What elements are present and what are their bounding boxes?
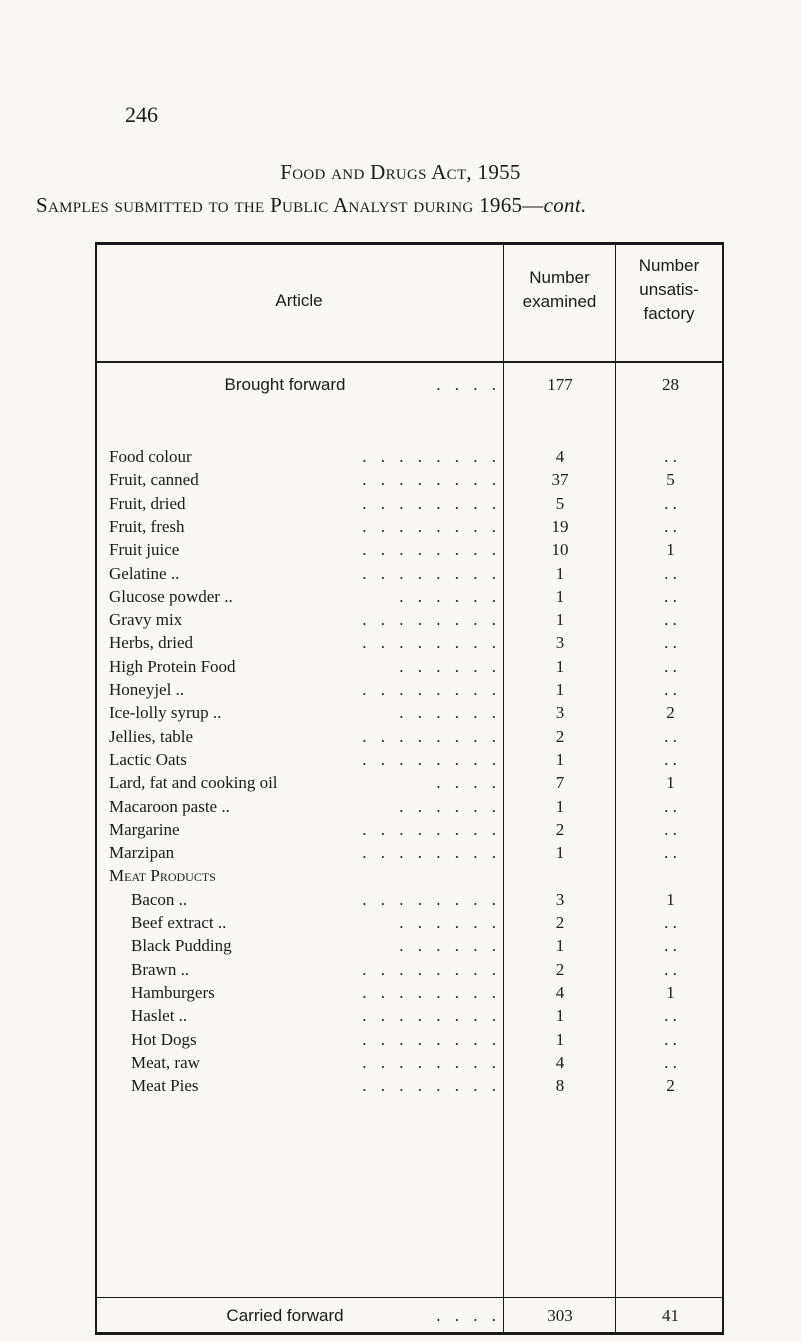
unsatisfactory-cell: . . bbox=[664, 819, 677, 839]
examined-cell: 4 bbox=[555, 1052, 565, 1072]
table-row bbox=[95, 492, 724, 515]
examined-cell: 4 bbox=[555, 447, 565, 466]
article-cell: Lactic Oats bbox=[109, 749, 187, 769]
article-cell: Haslet .. bbox=[131, 1006, 188, 1026]
table-row bbox=[95, 888, 724, 911]
table-row bbox=[95, 562, 724, 585]
brought-forward-dots: . . . . bbox=[436, 375, 501, 394]
table-border-top bbox=[95, 242, 724, 245]
unsatisfactory-cell: 1 bbox=[666, 889, 675, 909]
unsatisfactory-cell: . . bbox=[664, 680, 677, 699]
unsatisfactory-cell: . . bbox=[664, 516, 677, 536]
examined-cell: 2 bbox=[555, 726, 565, 746]
section-heading: Meat Products bbox=[109, 866, 216, 886]
examined-cell: 5 bbox=[555, 493, 565, 513]
leader-dots: . . . . . . . . bbox=[362, 749, 501, 769]
table-row bbox=[95, 795, 724, 818]
table-row bbox=[95, 585, 724, 608]
leader-dots: . . . . . . bbox=[399, 796, 501, 816]
carried-forward-dots: . . . . bbox=[436, 1306, 501, 1325]
carried-forward-examined: 303 bbox=[547, 1306, 573, 1325]
table-row bbox=[95, 655, 724, 678]
unsatisfactory-cell: 2 bbox=[666, 703, 675, 723]
unsatisfactory-cell: . . bbox=[664, 796, 677, 816]
leader-dots: . . . . . . . . bbox=[362, 1006, 501, 1026]
table-row bbox=[95, 678, 724, 701]
table-row bbox=[95, 631, 724, 654]
unsatisfactory-cell: . . bbox=[664, 656, 677, 676]
examined-cell: 1 bbox=[555, 563, 565, 583]
unsatisfactory-cell: . . bbox=[664, 586, 677, 606]
examined-cell: 1 bbox=[555, 586, 565, 606]
examined-cell: 1 bbox=[555, 796, 565, 816]
examined-cell: 37 bbox=[551, 470, 569, 490]
table-row bbox=[95, 701, 724, 724]
article-cell: Black Pudding bbox=[131, 936, 232, 956]
brought-forward-unsatisfactory: 28 bbox=[662, 375, 679, 394]
table-row bbox=[95, 1028, 724, 1051]
examined-cell: 19 bbox=[551, 516, 569, 536]
examined-cell: 3 bbox=[555, 633, 565, 653]
article-cell: Meat, raw bbox=[131, 1052, 200, 1072]
leader-dots: . . . . . . . . bbox=[362, 680, 501, 699]
article-cell: Hamburgers bbox=[131, 982, 215, 1002]
examined-cell: 7 bbox=[555, 773, 565, 793]
unsatisfactory-cell: 2 bbox=[666, 1076, 675, 1096]
unsatisfactory-cell: . . bbox=[664, 959, 677, 979]
unsatisfactory-cell: . . bbox=[664, 749, 677, 769]
unsatisfactory-cell: . . bbox=[664, 493, 677, 513]
leader-dots: . . . . . . . . bbox=[362, 1029, 501, 1049]
article-cell: High Protein Food bbox=[109, 656, 236, 676]
leader-dots: . . . . . . . . bbox=[362, 447, 501, 466]
page-number: 246 bbox=[125, 102, 158, 127]
article-cell: Fruit, fresh bbox=[109, 516, 185, 536]
leader-dots: . . . . . . bbox=[399, 936, 501, 956]
subtitle-cont: cont. bbox=[543, 193, 587, 217]
article-cell: Jellies, table bbox=[109, 726, 194, 746]
article-cell: Lard, fat and cooking oil bbox=[109, 773, 278, 793]
unsatisfactory-cell: . . bbox=[664, 1052, 677, 1072]
carried-forward-row bbox=[95, 1304, 724, 1327]
leader-dots: . . . . . . . . bbox=[362, 540, 501, 560]
table-row bbox=[95, 1074, 724, 1097]
examined-cell: 1 bbox=[555, 749, 565, 769]
table-row bbox=[95, 608, 724, 631]
leader-dots: . . . . . . . . bbox=[362, 610, 501, 630]
leader-dots: . . . . . . . . bbox=[362, 470, 501, 490]
table-row bbox=[95, 958, 724, 981]
leader-dots: . . . . . . . . bbox=[362, 889, 501, 909]
table-row bbox=[95, 1051, 724, 1074]
table-row bbox=[95, 771, 724, 794]
leader-dots: . . . . . . . . bbox=[362, 516, 501, 536]
subtitle-text: Samples submitted to the Public Analyst during 1965— bbox=[36, 193, 544, 217]
article-cell: Fruit, canned bbox=[109, 470, 199, 490]
table-row bbox=[95, 864, 724, 887]
table-row bbox=[95, 748, 724, 771]
examined-cell: 1 bbox=[555, 610, 565, 630]
examined-cell: 2 bbox=[555, 913, 565, 932]
unsatisfactory-cell: 1 bbox=[666, 773, 675, 793]
total-divider bbox=[95, 1297, 724, 1298]
table-row bbox=[95, 1004, 724, 1027]
unsatisfactory-cell: 1 bbox=[666, 982, 675, 1002]
carried-forward-label: Carried forward bbox=[226, 1306, 344, 1325]
samples-table bbox=[95, 242, 724, 1335]
article-cell: Honeyjel .. bbox=[109, 680, 185, 699]
unsatisfactory-cell: . . bbox=[664, 1029, 677, 1049]
table-border-bottom bbox=[95, 1332, 724, 1335]
leader-dots: . . . . . . . . bbox=[362, 563, 501, 583]
examined-cell: 4 bbox=[555, 982, 565, 1002]
unsatisfactory-cell: . . bbox=[664, 563, 677, 583]
unsatisfactory-cell: . . bbox=[664, 1006, 677, 1026]
leader-dots: . . . . . . . . bbox=[362, 819, 501, 839]
article-cell: Food colour bbox=[109, 447, 192, 466]
examined-cell: 1 bbox=[555, 656, 565, 676]
examined-cell: 1 bbox=[555, 1029, 565, 1049]
article-cell: Brawn .. bbox=[131, 959, 190, 979]
examined-cell: 10 bbox=[551, 540, 569, 560]
carried-forward-unsatisfactory: 41 bbox=[662, 1306, 679, 1325]
leader-dots: . . . . . . bbox=[399, 913, 501, 932]
leader-dots: . . . . . . . . bbox=[362, 843, 501, 863]
article-cell: Glucose powder .. bbox=[109, 586, 233, 606]
article-cell: Fruit, dried bbox=[109, 493, 186, 513]
unsatisfactory-cell: . . bbox=[664, 936, 677, 956]
unsatisfactory-cell: . . bbox=[664, 843, 677, 863]
unsatisfactory-cell: . . bbox=[664, 447, 677, 466]
brought-forward-examined: 177 bbox=[547, 375, 573, 394]
table-row bbox=[95, 841, 724, 864]
leader-dots: . . . . . . . . bbox=[362, 1076, 501, 1096]
table-row bbox=[95, 538, 724, 561]
table-row bbox=[95, 725, 724, 748]
examined-cell: 2 bbox=[555, 959, 565, 979]
article-cell: Beef extract .. bbox=[131, 913, 227, 932]
header-examined: Number examined bbox=[522, 268, 597, 311]
leader-dots: . . . . . . . . bbox=[362, 726, 501, 746]
article-cell: Bacon .. bbox=[131, 889, 188, 909]
unsatisfactory-cell: . . bbox=[664, 726, 677, 746]
table-row bbox=[95, 445, 724, 468]
unsatisfactory-cell: 5 bbox=[666, 470, 675, 490]
leader-dots: . . . . . . . . bbox=[362, 493, 501, 513]
article-cell: Gravy mix bbox=[109, 610, 183, 630]
leader-dots: . . . . bbox=[436, 773, 501, 793]
table-row bbox=[95, 818, 724, 841]
unsatisfactory-cell: . . bbox=[664, 913, 677, 932]
examined-cell: 8 bbox=[555, 1076, 565, 1096]
unsatisfactory-cell: . . bbox=[664, 633, 677, 653]
examined-cell: 1 bbox=[555, 843, 565, 863]
unsatisfactory-cell: . . bbox=[664, 610, 677, 630]
table-row bbox=[95, 934, 724, 957]
table-row bbox=[95, 515, 724, 538]
examined-cell: 1 bbox=[555, 936, 565, 956]
header-divider bbox=[95, 361, 724, 363]
article-cell: Gelatine .. bbox=[109, 563, 180, 583]
examined-cell: 1 bbox=[555, 680, 565, 699]
article-cell: Macaroon paste .. bbox=[109, 796, 230, 816]
examined-cell: 3 bbox=[555, 703, 565, 723]
page-subtitle bbox=[36, 193, 587, 218]
leader-dots: . . . . . . bbox=[399, 703, 501, 723]
leader-dots: . . . . . . bbox=[399, 656, 501, 676]
table-row bbox=[95, 911, 724, 934]
leader-dots: . . . . . . . . bbox=[362, 1052, 501, 1072]
article-cell: Herbs, dried bbox=[109, 633, 194, 653]
leader-dots: . . . . . . . . bbox=[362, 959, 501, 979]
leader-dots: . . . . . . . . bbox=[362, 982, 501, 1002]
examined-cell: 3 bbox=[555, 889, 565, 909]
leader-dots: . . . . . . . . bbox=[362, 633, 501, 653]
table-row bbox=[95, 468, 724, 491]
brought-forward-label: Brought forward bbox=[224, 375, 346, 394]
brought-forward-row bbox=[95, 373, 724, 396]
leader-dots: . . . . . . bbox=[399, 586, 501, 606]
header-unsatisfactory: Number unsatis- factory bbox=[638, 256, 700, 323]
article-cell: Margarine bbox=[109, 819, 180, 839]
table-row bbox=[95, 981, 724, 1004]
unsatisfactory-cell: 1 bbox=[666, 540, 675, 560]
article-cell: Hot Dogs bbox=[131, 1029, 197, 1049]
examined-cell: 1 bbox=[555, 1006, 565, 1026]
article-cell: Ice-lolly syrup .. bbox=[109, 703, 222, 723]
page-title: Food and Drugs Act, 1955 bbox=[280, 160, 521, 184]
article-cell: Marzipan bbox=[109, 843, 175, 863]
header-article: Article bbox=[275, 291, 323, 310]
article-cell: Fruit juice bbox=[109, 540, 180, 560]
examined-cell: 2 bbox=[555, 819, 565, 839]
article-cell: Meat Pies bbox=[131, 1076, 199, 1096]
